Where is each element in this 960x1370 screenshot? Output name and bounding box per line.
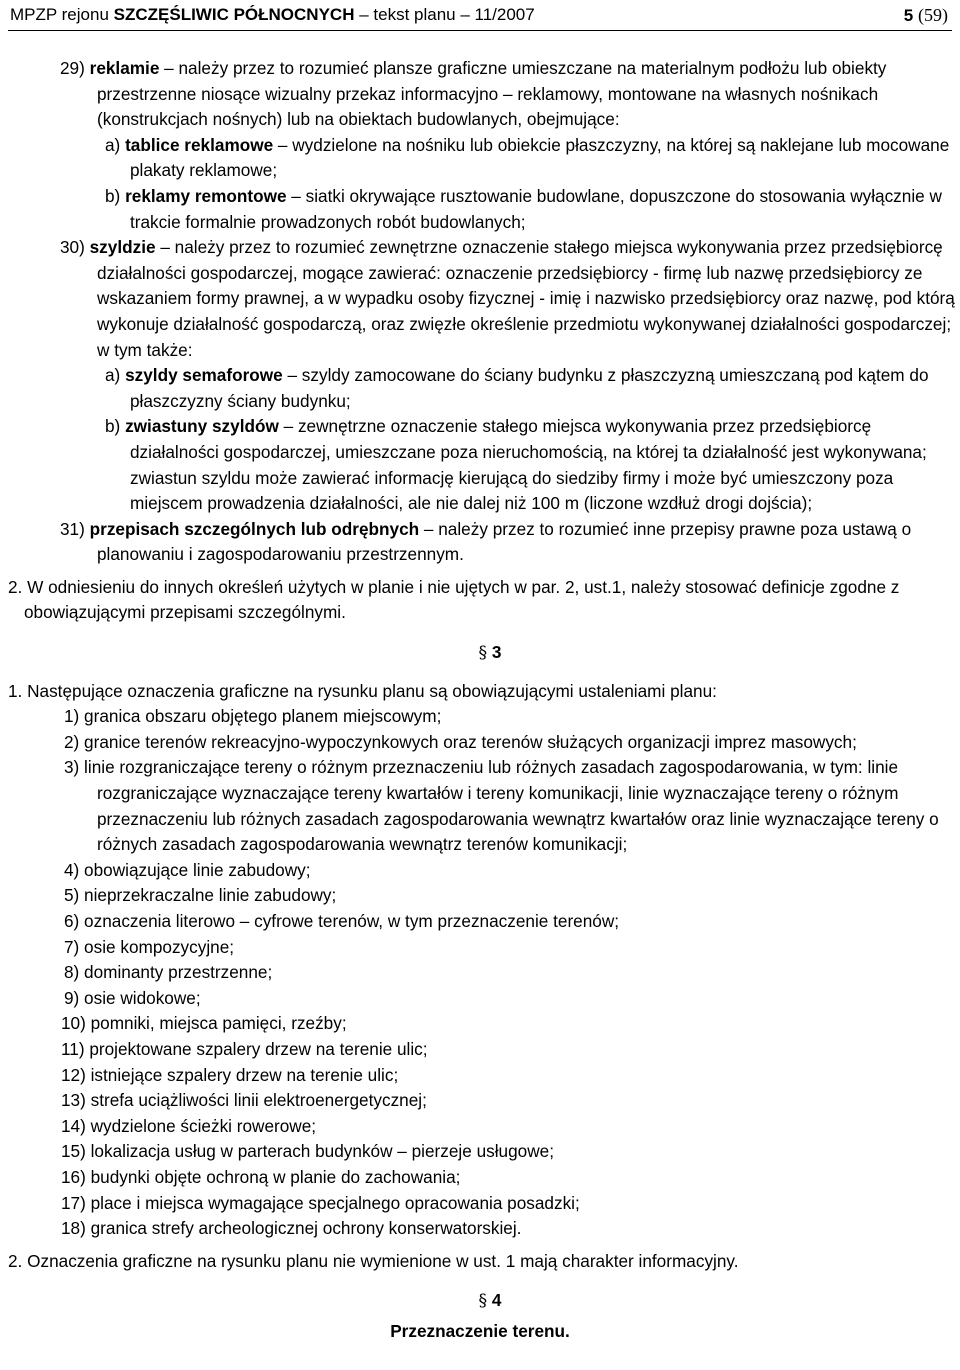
list-item: 8) dominanty przestrzenne;: [64, 962, 273, 983]
list-item: 4) obowiązujące linie zabudowy;: [64, 859, 311, 880]
page-header: [8, 0, 952, 31]
definition-31: 31) przepisach szczególnych lub odrębnych – należy przez to rozumieć inne przepisy prawne poza ustawą o planowaniu i zagospodarowaniu przestrzennym.: [60, 518, 912, 565]
definition-30: 30) szyldzie – należy przez to rozumieć zewnętrzne oznaczenie stałego miejsca wykonywania przez przedsiębiorcę działalności gospodarczej, mogące zawierać: oznaczenie przedsiębiorcy - firmę lub nazwę przedsiębiorcy ze wskazaniem formy prawnej, a w wypadku osoby fizycznej - imię i nazwisko przedsiębiorcy oraz nazwę, pod którą wykonuje działalność gospodarczą, oraz zwięzłe określenie przedmiotu wykonywanej działalności gospodarczej; w tym także:: [60, 237, 955, 360]
definition-30-b: b) zwiastuny szyldów – zewnętrzne oznaczenie stałego miejsca wykonywania przez przedsiębiorcę działalności gospodarczej, umieszczane poza nieruchomością, na której ta działalność jest wykonywana; zwiastun szyldu może zawierać informację kierującą do siedziby firmy i może być umieszczony poza miejscem prowadzenia działalności, ale nie dalej niż 100 m (liczone wzdłuż drogi dojścia);: [105, 416, 927, 514]
section-4-heading: [0, 1288, 960, 1315]
section-3-list: [0, 704, 960, 1241]
area-name: SZCZĘŚLIWIC PÓŁNOCNYCH: [113, 5, 355, 24]
list-item: 6) oznaczenia literowo – cyfrowe terenów, w tym przeznaczenie terenów;: [64, 911, 620, 931]
list-item: 11) projektowane szpalery drzew na terenie ulic;: [61, 1038, 428, 1059]
page-total: (59): [918, 5, 948, 25]
document-body: [0, 56, 960, 1345]
definition-29: 29) reklamie – należy przez to rozumieć plansze graficzne umieszczane na materialnym podłożu lub obiekty przestrzenne niosące wizualny przekaz informacyjno – reklamowy, montowane na własnych nośnikach (konstrukcjach nośnych) lub na obiektach budowlanych, obejmujące:: [60, 58, 887, 130]
list-item: 3) linie rozgraniczające tereny o różnym przeznaczeniu lub różnych zasadach zagospodarowania, w tym: linie rozgraniczające wyznaczające tereny kwartałów i tereny komunikacji, linie wyznaczające tereny o różnym przeznaczeniu lub różnych zasadach zagospodarowania wewnątrz kwartałów oraz linie wyznaczające tereny o różnych zasadach zagospodarowania wewnątrz terenów komunikacji;: [64, 757, 939, 855]
paragraph-2: 2. W odniesieniu do innych określeń użytych w planie i nie ujętych w par. 2, ust.1, należy stosować definicje zgodne z obowiązującymi przepisami szczególnymi.: [8, 576, 900, 623]
section-3-heading: [0, 640, 960, 667]
list-item: 16) budynki objęte ochroną w planie do zachowania;: [61, 1166, 461, 1187]
definition-30-a: a) szyldy semaforowe – szyldy zamocowane do ściany budynku z płaszczyzną umieszczaną pod kątem do płaszczyzny ściany budynku;: [105, 365, 929, 411]
list-item: 7) osie kompozycyjne;: [64, 936, 235, 957]
doc-suffix: – tekst planu – 11/2007: [359, 5, 535, 24]
section-sign-icon: §: [478, 1291, 488, 1312]
definition-29-a: a) tablice reklamowe – wydzielone na nośniku lub obiekcie płaszczyzny, na której są naklejane lub mocowane plakaty reklamowe;: [105, 134, 950, 181]
list-item: 18) granica strefy archeologicznej ochrony konserwatorskiej.: [61, 1218, 522, 1239]
document-title: [10, 1, 535, 29]
list-item: 5) nieprzekraczalne linie zabudowy;: [64, 885, 337, 906]
doc-prefix: MPZP rejonu: [10, 5, 109, 24]
list-item: 15) lokalizacja usług w parterach budynków – pierzeje usługowe;: [61, 1141, 554, 1162]
list-item: 17) place i miejsca wymagające specjalnego opracowania posadzki;: [61, 1192, 580, 1213]
section-number: 4: [491, 1290, 502, 1311]
list-item: 10) pomniki, miejsca pamięci, rzeźby;: [61, 1013, 347, 1034]
section-number: 3: [491, 642, 502, 663]
page-indicator: [904, 1, 948, 30]
list-item: 14) wydzielone ścieżki rowerowe;: [61, 1115, 317, 1136]
section-4-title: Przeznaczenie terenu.: [390, 1320, 570, 1341]
list-item: 12) istniejące szpalery drzew na terenie ulic;: [61, 1064, 399, 1085]
list-item: 1) granica obszaru objętego planem miejscowym;: [64, 706, 442, 727]
list-item: 9) osie widokowe;: [64, 987, 201, 1008]
list-item: 13) strefa uciążliwości linii elektroenergetycznej;: [61, 1090, 427, 1111]
list-item: 2) granice terenów rekreacyjno-wypoczynkowych oraz terenów służących organizacji imprez masowych;: [64, 731, 857, 752]
definition-29-b: b) reklamy remontowe – siatki okrywające rusztowanie budowlane, dopuszczone do stosowania wyłącznie w trakcie formalnie prowadzonych robót budowlanych;: [105, 185, 942, 232]
section-3-paragraph-1: 1. Następujące oznaczenia graficzne na rysunku planu są obowiązującymi ustaleniami planu:: [8, 680, 717, 701]
page-number: 5: [903, 6, 914, 25]
section-sign-icon: §: [478, 643, 488, 664]
section-3-paragraph-2: 2. Oznaczenia graficzne na rysunku planu nie wymienione w ust. 1 mają charakter informacyjny.: [8, 1250, 739, 1271]
